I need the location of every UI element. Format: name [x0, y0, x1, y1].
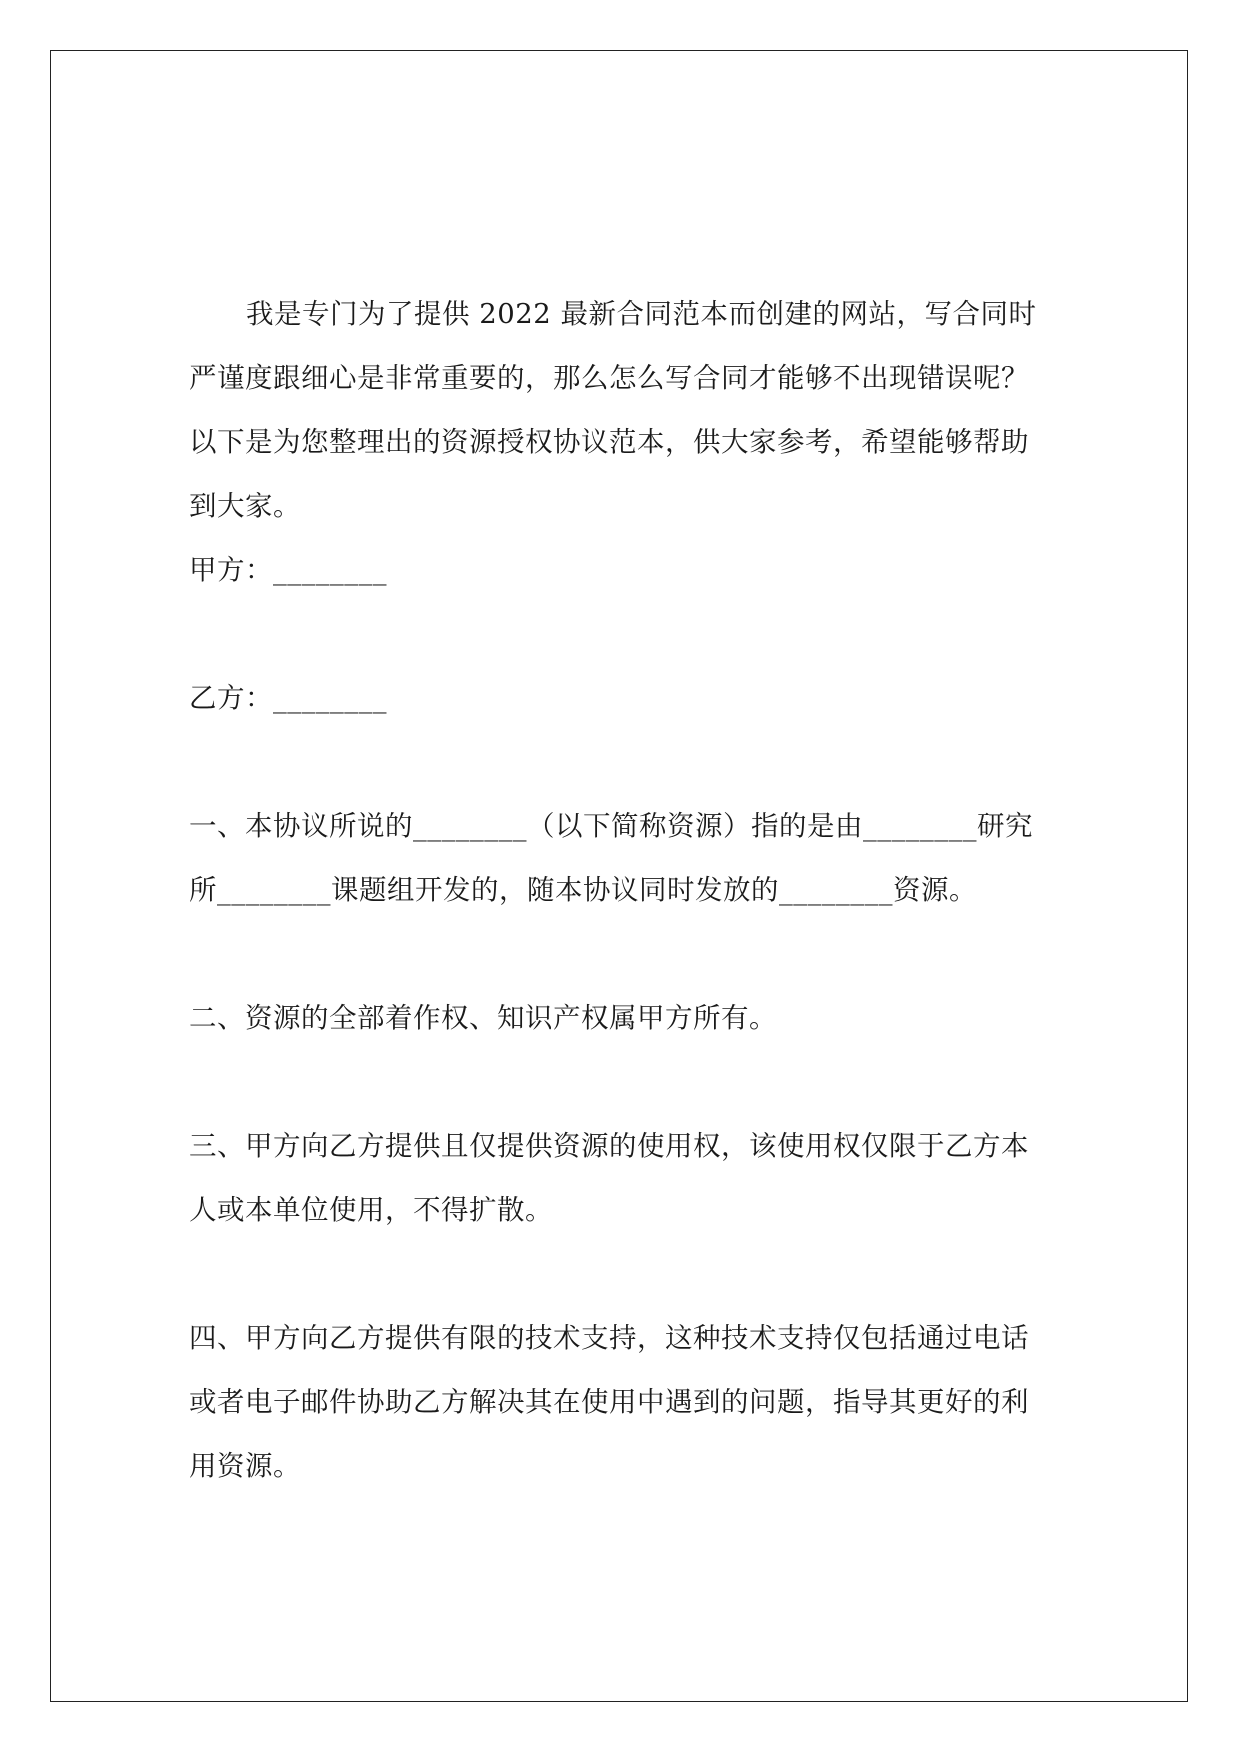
blank-line	[189, 1248, 1059, 1312]
party-a-line: 甲方：________	[189, 554, 387, 586]
clause-1-line-2: 所________课题组开发的，随本协议同时发放的________资源。	[189, 874, 977, 906]
intro-line-2: 严谨度跟细心是非常重要的，那么怎么写合同才能够不出现错误呢？	[189, 362, 1029, 394]
blank-line	[189, 736, 1059, 800]
blank-line	[189, 608, 1059, 672]
clause-3-line-2: 人或本单位使用，不得扩散。	[189, 1194, 553, 1226]
intro-line-3: 以下是为您整理出的资源授权协议范本，供大家参考，希望能够帮助	[189, 426, 1029, 458]
blank-line	[189, 928, 1059, 992]
clause-4-line-3: 用资源。	[189, 1450, 301, 1482]
intro-line-4: 到大家。	[189, 490, 301, 522]
party-b-line: 乙方：________	[189, 682, 387, 714]
blank-line	[189, 1056, 1059, 1120]
clause-3-line-1: 三、甲方向乙方提供且仅提供资源的使用权，该使用权仅限于乙方本	[189, 1130, 1029, 1162]
clause-4-line-2: 或者电子邮件协助乙方解决其在使用中遇到的问题，指导其更好的利	[189, 1386, 1029, 1418]
intro-line-1: 我是专门为了提供 2022 最新合同范本而创建的网站，写合同时	[246, 298, 1037, 330]
clause-1-line-1: 一、本协议所说的________（以下简称资源）指的是由________研究	[189, 810, 1033, 842]
document-body	[189, 288, 1059, 1504]
clause-2-line-1: 二、资源的全部着作权、知识产权属甲方所有。	[189, 1002, 777, 1034]
clause-4-line-1: 四、甲方向乙方提供有限的技术支持，这种技术支持仅包括通过电话	[189, 1322, 1029, 1354]
